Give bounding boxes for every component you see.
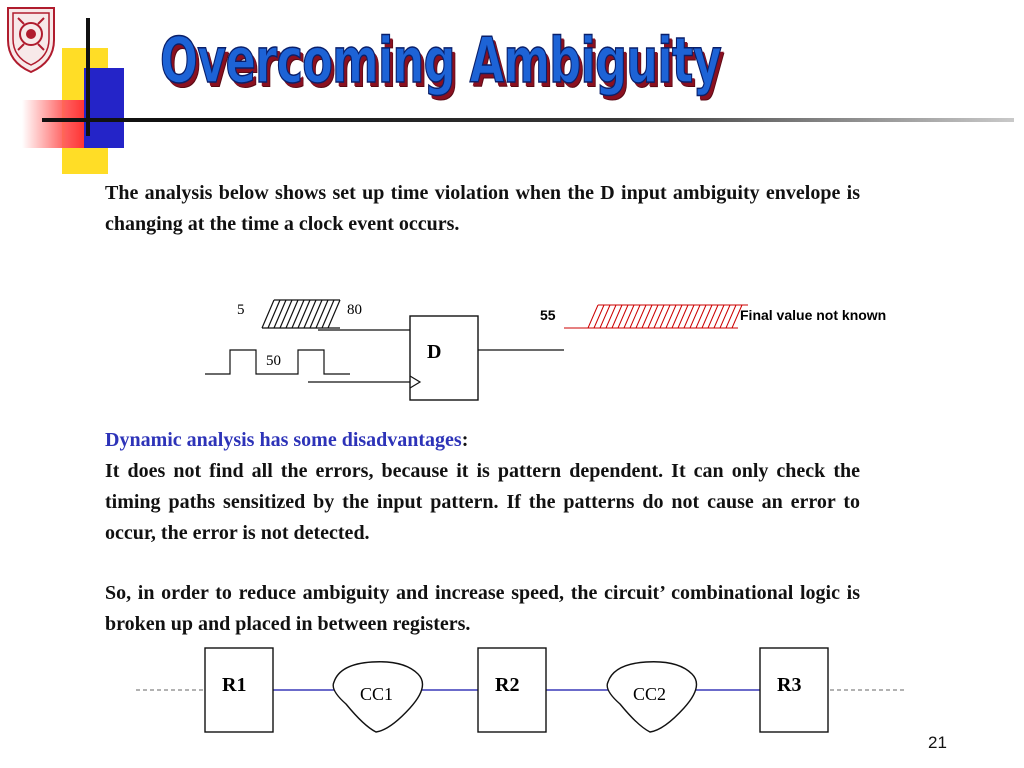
intro-paragraph: The analysis below shows set up time violation when the D input ambiguity envelope is changing at the time a clock event occurs.	[105, 182, 860, 235]
register-r2-label: R2	[495, 674, 520, 696]
logic-cc1-label: CC1	[360, 684, 394, 704]
d-flipflop-box	[410, 316, 478, 400]
flipflop-label: D	[427, 341, 442, 363]
dynamic-analysis-heading-colon: :	[461, 429, 469, 451]
output-ambiguity-envelope	[564, 305, 748, 328]
input-start-label: 5	[237, 302, 245, 318]
dynamic-analysis-heading: Dynamic analysis has some disadvantages	[105, 429, 462, 451]
logic-cc2-label: CC2	[633, 684, 667, 704]
register-r3-label: R3	[777, 674, 802, 696]
output-note: Final value not known	[740, 307, 887, 323]
slide-title: Overcoming Ambiguity	[160, 24, 721, 97]
dynamic-analysis-body: It does not find all the errors, because it is pattern dependent. It can only check the timing paths sensitized by the input pattern. If the patterns do not cause an error to occur, the error is not detected.	[105, 460, 860, 544]
clock-label: 50	[266, 353, 281, 369]
page-number: 21	[928, 733, 947, 752]
input-end-label: 80	[347, 302, 362, 318]
conclusion-paragraph: So, in order to reduce ambiguity and increase speed, the circuit’ combinational logic is broken up and placed in between registers.	[105, 582, 860, 635]
output-start-label: 55	[540, 307, 556, 323]
register-r1-label: R1	[222, 674, 247, 696]
input-ambiguity-envelope	[262, 300, 340, 328]
dynamic-analysis-section	[105, 425, 860, 549]
